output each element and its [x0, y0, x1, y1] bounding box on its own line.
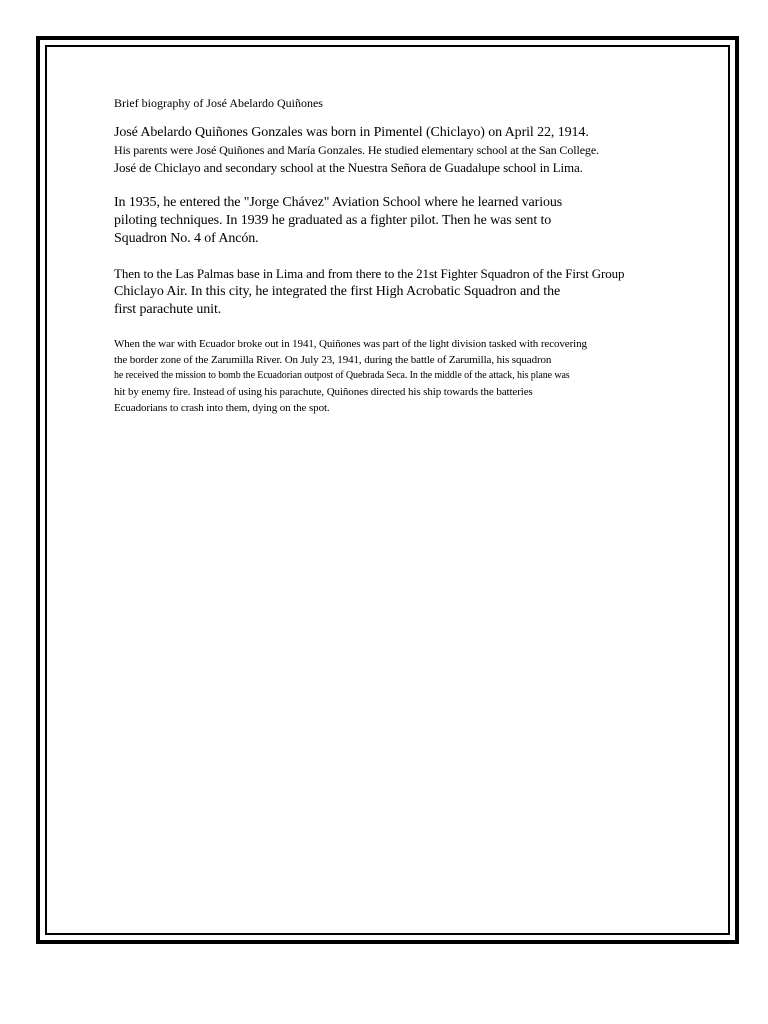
text-line: first parachute unit. — [114, 302, 222, 317]
text-line: piloting techniques. In 1939 he graduated as a fighter pilot. Then he was sent to — [114, 213, 552, 228]
text-line: Squadron No. 4 of Ancón. — [114, 231, 259, 246]
text-line: His parents were José Quiñones and María Gonzales. He studied elementary school at the San College. — [114, 143, 599, 157]
text-line: In 1935, he entered the "Jorge Chávez" Aviation School where he learned various — [114, 195, 563, 210]
paragraph-las-palmas — [114, 265, 674, 319]
text-line: Ecuadorians to crash into them, dying on the spot. — [114, 402, 330, 414]
document-title: Brief biography of José Abelardo Quiñones — [114, 96, 323, 110]
document-body — [114, 95, 674, 433]
text-line: Then to the Las Palmas base in Lima and from there to the 21st Fighter Squadron of the First Group — [114, 266, 625, 281]
text-line: he received the mission to bomb the Ecuadorian outpost of Quebrada Seca. In the middle of the attack, his plane was — [114, 370, 570, 381]
text-line: When the war with Ecuador broke out in 1941, Quiñones was part of the light division tasked with recovering — [114, 338, 587, 350]
paragraph-birth — [114, 124, 674, 177]
text-line: hit by enemy fire. Instead of using his parachute, Quiñones directed his ship towards the batteries — [114, 386, 533, 398]
text-line: José de Chiclayo and secondary school at the Nuestra Señora de Guadalupe school in Lima. — [114, 160, 583, 175]
paragraph-aviation-school — [114, 194, 674, 248]
text-line: José Abelardo Quiñones Gonzales was born in Pimentel (Chiclayo) on April 22, 1914. — [114, 125, 589, 140]
paragraph-war-ecuador — [114, 336, 674, 416]
text-line: Chiclayo Air. In this city, he integrated the first High Acrobatic Squadron and the — [114, 284, 561, 299]
text-line: the border zone of the Zarumilla River. On July 23, 1941, during the battle of Zarumilla, his squadron — [114, 354, 552, 366]
